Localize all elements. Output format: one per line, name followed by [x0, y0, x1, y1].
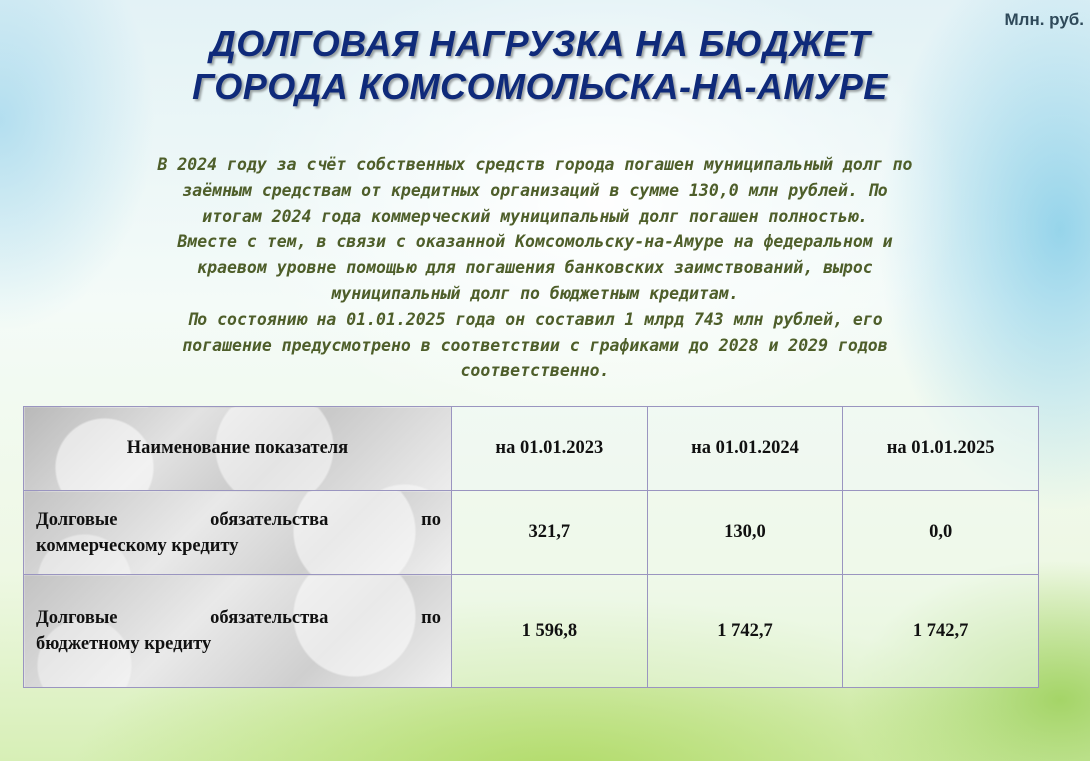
row-name-word: по	[421, 509, 441, 530]
row-name-line-2: бюджетному кредиту	[36, 634, 212, 654]
row-name-line-2: коммерческому кредиту	[36, 535, 239, 556]
description-line: погашение предусмотрено в соответствии с графиками до 2028 и 2029 годов	[182, 335, 888, 355]
row-name-budget-credit	[24, 575, 452, 688]
row-name-word: обязательства	[210, 509, 329, 530]
value-commercial-2025: 0,0	[843, 491, 1039, 575]
description-text	[30, 152, 1040, 384]
header-date-2023: на 01.01.2023	[452, 407, 648, 491]
value-budget-2023: 1 596,8	[452, 575, 648, 688]
description-line: В 2024 году за счёт собственных средств города погашен муниципальный долг по	[157, 155, 913, 174]
row-name-word: Долговые	[36, 509, 118, 530]
value-budget-2025: 1 742,7	[843, 575, 1039, 688]
table-row	[24, 575, 1039, 688]
row-name-word: обязательства	[210, 608, 329, 628]
row-name-commercial-credit	[24, 491, 452, 575]
value-commercial-2023: 321,7	[452, 491, 648, 575]
header-date-2025: на 01.01.2025	[843, 407, 1039, 491]
value-commercial-2024: 130,0	[647, 491, 843, 575]
page-title	[0, 22, 1080, 108]
table-header-row	[24, 407, 1039, 491]
description-line: Вместе с тем, в связи с оказанной Комсомольску-на-Амуре на федеральном и	[177, 232, 893, 252]
row-name-word: Долговые	[36, 608, 118, 628]
description-line: заёмным средствам от кредитных организаций в сумме 130,0 млн рублей. По	[182, 180, 888, 200]
header-date-2024: на 01.01.2024	[647, 407, 843, 491]
row-name-word: по	[421, 608, 441, 628]
unit-label: Млн. руб.	[1004, 10, 1084, 29]
description-line: краевом уровне помощью для погашения банковских заимствований, вырос	[197, 258, 873, 278]
debt-table-container	[23, 406, 1039, 687]
title-line-2: ГОРОДА КОМСОМОЛЬСКА-НА-АМУРЕ	[192, 66, 888, 107]
title-line-1: ДОЛГОВАЯ НАГРУЗКА НА БЮДЖЕТ	[209, 23, 871, 64]
table-row	[24, 491, 1039, 575]
value-budget-2024: 1 742,7	[647, 575, 843, 688]
description-line: итогам 2024 года коммерческий муниципальный долг погашен полностью.	[202, 206, 868, 226]
debt-table	[23, 406, 1039, 688]
description-line: муниципальный долг по бюджетным кредитам.	[331, 283, 739, 303]
description-line: соответственно.	[460, 361, 610, 381]
header-indicator-name: Наименование показателя	[24, 407, 452, 491]
description-line: По состоянию на 01.01.2025 года он составил 1 млрд 743 млн рублей, его	[187, 309, 883, 329]
